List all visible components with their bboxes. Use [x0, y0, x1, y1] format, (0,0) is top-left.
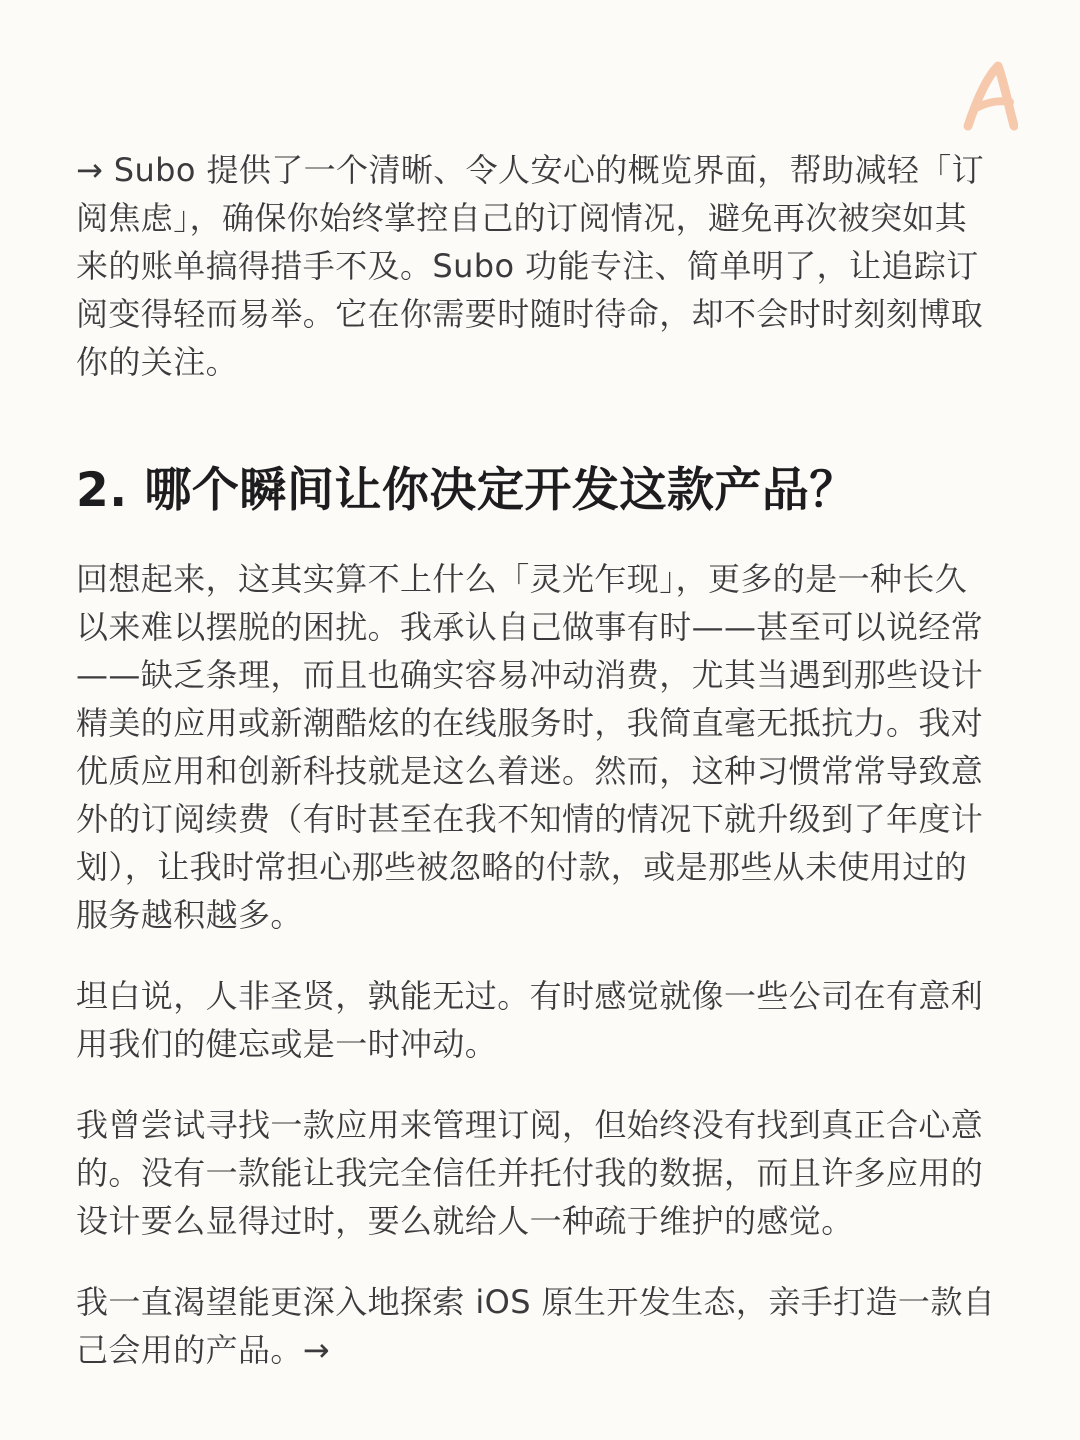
body-paragraph-1: 回想起来，这其实算不上什么「灵光乍现」，更多的是一种长久以来难以摆脱的困扰。我承认自己做事有时——甚至可以说经常——缺乏条理，而且也确实容易冲动消费，尤其当遇到那些设计精美的应用或新潮酷炫的在线服务时，我简直毫无抵抗力。我对优质应用和创新科技就是这么着迷。然而，这种习惯常常导致意外的订阅续费（有时甚至在我不知情的情况下就升级到了年度计划），让我时常担心那些被忽略的付款，或是那些从未使用过的服务越积越多。 — [76, 560, 984, 934]
letter-a-logo-icon — [962, 58, 1018, 132]
body-paragraph-4: 我一直渴望能更深入地探索 iOS 原生开发生态，亲手打造一款自己会用的产品。→ — [76, 1283, 996, 1369]
intro-paragraph: → Subo 提供了一个清晰、令人安心的概览界面，帮助减轻「订阅焦虑」，确保你始终掌控自己的订阅情况，避免再次被突如其来的账单搞得措手不及。Subo 功能专注、简单明了，让追踪订阅变得轻而易举。它在你需要时随时待命，却不会时时刻刻博取你的关注。 — [76, 151, 985, 381]
body-paragraph-2: 坦白说，人非圣贤，孰能无过。有时感觉就像一些公司在有意利用我们的健忘或是一时冲动。 — [76, 977, 984, 1063]
body-paragraph-3: 我曾尝试寻找一款应用来管理订阅，但始终没有找到真正合心意的。没有一款能让我完全信任并托付我的数据，而且许多应用的设计要么显得过时，要么就给人一种疏于维护的感觉。 — [76, 1106, 984, 1240]
article-body — [76, 146, 996, 1374]
section-heading: 2. 哪个瞬间让你决定开发这款产品？ — [76, 463, 857, 518]
